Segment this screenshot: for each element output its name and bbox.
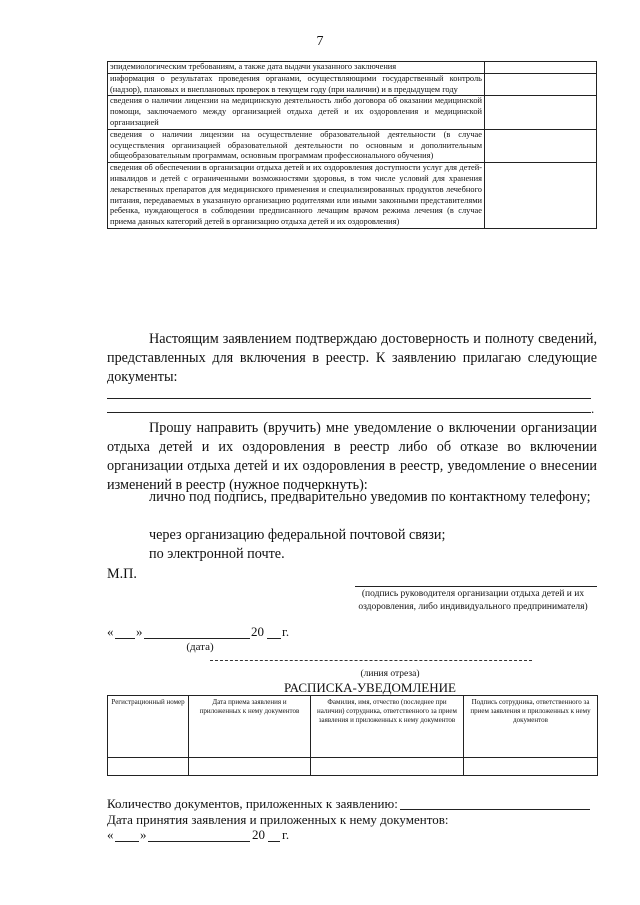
table-cell: эпидемиологическим требованиям, а также дата выдачи указанного заключения bbox=[108, 62, 485, 74]
year-line bbox=[268, 841, 280, 842]
table-cell-empty bbox=[485, 62, 597, 74]
cut-line bbox=[210, 660, 532, 661]
year-prefix: 20 bbox=[252, 827, 265, 842]
table-row bbox=[108, 96, 597, 129]
table-cell: сведения об обеспечении в организации отдыха детей и их оздоровления доступности услуг для детей-инвалидов и детей с ограниченными возможностями здоровья, в том числе условий для хранения лекарственных препаратов для медицинского применения и специализированных продуктов лечебного питания, передаваемых в указанную организацию родителями или иными законными представителями ребенка, нуждающегося в соблюдении предписанного лечащим врачом режима лечения (в случае приема данных категорий детей в организацию отдыха детей и их оздоровления) bbox=[108, 163, 485, 229]
table-cell-empty bbox=[485, 96, 597, 129]
accept-date-label: Дата принятия заявления и приложенных к нему документов: bbox=[107, 812, 449, 827]
table-row bbox=[108, 62, 597, 74]
header-cell: Регистрационный номер bbox=[108, 696, 189, 758]
day-line bbox=[115, 638, 135, 639]
year-prefix: 20 bbox=[251, 624, 264, 639]
day-line bbox=[115, 841, 139, 842]
table-cell-empty bbox=[485, 73, 597, 96]
header-cell: Дата приема заявления и приложенных к нему документов bbox=[189, 696, 311, 758]
table-row bbox=[108, 163, 597, 229]
page-number: 7 bbox=[316, 34, 324, 49]
date-open-quote: « bbox=[107, 624, 114, 639]
header-cell: Подпись сотрудника, ответственного за прием заявления и приложенных к нему документов bbox=[464, 696, 598, 758]
request-paragraph: Прошу направить (вручить) мне уведомление о включении организации отдыха детей и их оздоровления в реестр либо об отказе во включении организации отдыха детей и их оздоровления в реестр, уведомление о внесении изменений в реестр (нужное подчеркнуть): bbox=[107, 420, 597, 493]
option-email: по электронной почте. bbox=[149, 546, 285, 562]
receipt-title: РАСПИСКА-УВЕДОМЛЕНИЕ bbox=[284, 680, 456, 695]
date-field bbox=[107, 624, 307, 642]
table-cell: сведения о наличии лицензии на осуществление образовательной деятельности (в случае осуществления организацией образовательной деятельности по основным и дополнительным общеобразовательным программам, основным программам профессионального обучения) bbox=[108, 129, 485, 162]
date-open-quote: « bbox=[107, 827, 114, 842]
cut-line-label: (линия отреза) bbox=[360, 669, 420, 679]
line-end-period: . bbox=[591, 401, 595, 416]
table-cell-empty bbox=[485, 129, 597, 162]
empty-cell bbox=[311, 758, 464, 776]
month-line bbox=[144, 638, 250, 639]
docs-count-label: Количество документов, приложенных к заявлению: bbox=[107, 796, 398, 811]
year-line bbox=[267, 638, 281, 639]
month-line bbox=[148, 841, 250, 842]
year-suffix: г. bbox=[282, 624, 290, 639]
table-cell: информация о результатах проведения органами, осуществляющими государственный контроль (надзор), плановых и внеплановых проверок в текущем году (при наличии) и в предыдущем году bbox=[108, 73, 485, 96]
table-cell-empty bbox=[485, 163, 597, 229]
empty-cell bbox=[189, 758, 311, 776]
empty-cell bbox=[108, 758, 189, 776]
table-row bbox=[108, 758, 598, 776]
documents-line-2 bbox=[107, 412, 591, 413]
signature-line bbox=[355, 586, 597, 587]
signature-caption: (подпись руководителя организации отдыха детей и их оздоровления, либо индивидуального предпринимателя) bbox=[358, 589, 588, 612]
date-close-quote: » bbox=[136, 624, 143, 639]
table-row bbox=[108, 129, 597, 162]
year-suffix: г. bbox=[282, 827, 290, 842]
option-post: через организацию федеральной почтовой связи; bbox=[149, 527, 446, 543]
stamp-label: М.П. bbox=[107, 566, 137, 582]
header-cell: Фамилия, имя, отчество (последнее при наличии) сотрудника, ответственного за прием заявления и приложенных к нему документов bbox=[311, 696, 464, 758]
accept-date-field bbox=[107, 827, 307, 845]
option-personal: лично под подпись, предварительно уведомив по контактному телефону; bbox=[149, 489, 591, 505]
receipt-table bbox=[107, 695, 598, 776]
date-caption: (дата) bbox=[186, 641, 214, 653]
docs-count-line bbox=[400, 809, 590, 810]
table-row bbox=[108, 696, 598, 758]
empty-cell bbox=[464, 758, 598, 776]
table-row bbox=[108, 73, 597, 96]
confirm-paragraph: Настоящим заявлением подтверждаю достоверность и полноту сведений, представленных для включения в реестр. К заявлению прилагаю следующие документы: bbox=[107, 331, 597, 385]
table-cell: сведения о наличии лицензии на медицинскую деятельность либо договора об оказании медицинской помощи, заключаемого между организацией отдыха детей и их оздоровления и медицинской организацией bbox=[108, 96, 485, 129]
info-table bbox=[107, 61, 597, 229]
documents-line-1 bbox=[107, 398, 591, 399]
date-close-quote: » bbox=[140, 827, 147, 842]
